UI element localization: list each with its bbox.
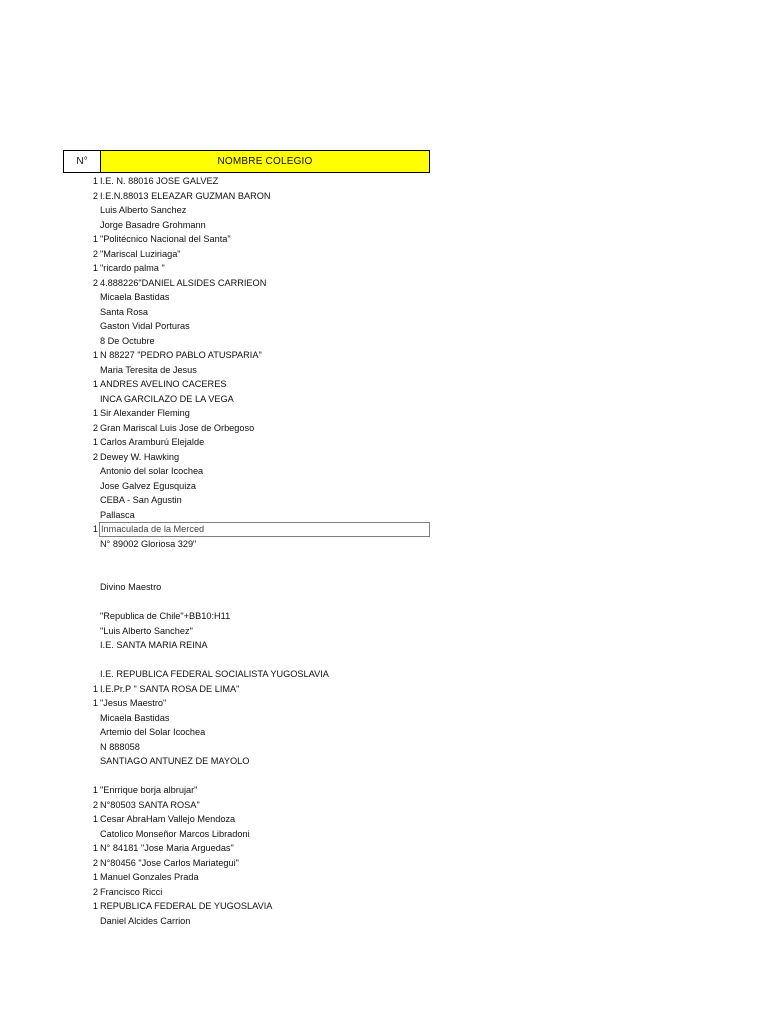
table-row[interactable] [63, 667, 429, 682]
row-number-cell[interactable]: 2 [92, 190, 98, 201]
row-number-cell[interactable]: 1 [92, 263, 98, 273]
school-name-cell[interactable]: Francisco Ricci [100, 886, 163, 897]
school-name-cell[interactable]: INCA GARCILAZO DE LA VEGA [100, 393, 234, 404]
school-name-cell[interactable]: I.E. N. 88016 JOSE GALVEZ [100, 176, 219, 186]
table-row[interactable] [63, 537, 429, 552]
school-name-cell[interactable]: Micaela Bastidas [100, 712, 170, 723]
table-row[interactable] [63, 406, 429, 421]
school-name-cell[interactable]: Dewey W. Hawking [100, 451, 180, 462]
row-number-cell[interactable]: 2 [92, 422, 98, 433]
table-row[interactable] [63, 305, 429, 320]
school-name-cell[interactable]: Jorge Basadre Grohmann [100, 219, 206, 230]
school-name-cell[interactable]: Antonio del solar Icochea [100, 466, 204, 476]
school-name-cell[interactable]: 8 De Octubre [100, 335, 155, 346]
table-row[interactable] [63, 348, 429, 363]
table-row[interactable] [63, 508, 429, 523]
school-name-cell[interactable]: Artemio del Solar Icochea [100, 727, 206, 737]
row-number-cell[interactable]: 2 [92, 799, 98, 810]
school-name-cell[interactable]: I.E.Pr.P " SANTA ROSA DE LIMA" [100, 683, 240, 694]
table-row[interactable] [63, 566, 429, 581]
table-row[interactable] [63, 624, 429, 639]
school-name-cell[interactable]: Maria Teresita de Jesus [100, 364, 197, 375]
table-row[interactable] [63, 290, 429, 305]
row-number-cell[interactable]: 1 [92, 176, 98, 186]
table-row[interactable] [63, 653, 429, 668]
school-name-cell[interactable]: "Politécnico Nacional del Santa" [100, 234, 231, 244]
table-row[interactable] [63, 493, 429, 508]
school-name-cell[interactable]: I.E. SANTA MARIA REINA [100, 640, 208, 650]
table-row[interactable] [63, 711, 429, 726]
table-row[interactable] [63, 812, 429, 827]
table-row[interactable] [63, 218, 429, 233]
table-row[interactable] [63, 769, 429, 784]
row-number-cell[interactable]: 1 [92, 698, 98, 708]
row-number-cell[interactable]: 1 [92, 379, 98, 389]
row-number-cell[interactable]: 1 [92, 350, 98, 360]
table-row[interactable] [63, 464, 429, 479]
school-name-cell[interactable]: CEBA - San Agustin [100, 495, 182, 505]
school-name-cell[interactable]: Cesar AbraHam Vallejo Mendoza [100, 814, 236, 824]
row-number-cell[interactable]: 1 [92, 901, 98, 911]
school-name-cell[interactable]: N°80456 "Jose Carlos Mariategui" [100, 857, 239, 868]
table-row[interactable] [63, 551, 429, 566]
table-row[interactable] [63, 725, 429, 740]
row-number-cell[interactable]: 2 [92, 451, 98, 462]
school-name-cell[interactable]: "ricardo palma " [100, 263, 165, 273]
school-name-cell[interactable]: Luis Alberto Sanchez [100, 205, 187, 215]
row-number-cell[interactable]: 1 [92, 437, 98, 447]
table-row[interactable] [63, 595, 429, 610]
table-row[interactable] [63, 856, 429, 871]
school-name-cell[interactable]: Manuel Gonzales Prada [100, 872, 199, 882]
row-number-cell[interactable]: 1 [92, 408, 98, 418]
table-row[interactable] [63, 798, 429, 813]
row-number-cell[interactable]: 1 [92, 872, 98, 882]
row-number-cell[interactable]: 1 [92, 843, 98, 853]
row-number-cell[interactable]: 1 [92, 683, 98, 694]
table-row[interactable] [63, 841, 429, 856]
school-name-cell[interactable]: ANDRES AVELINO CACERES [100, 379, 227, 389]
school-name-cell[interactable]: Gaston Vidal Porturas [100, 321, 190, 331]
row-number-cell[interactable]: 2 [92, 277, 98, 288]
school-name-cell[interactable]: Catolico Monseñor Marcos Libradoni [100, 828, 250, 839]
table-row[interactable] [63, 682, 429, 697]
table-row[interactable] [63, 609, 429, 624]
row-number-cell[interactable]: 1 [92, 234, 98, 244]
school-name-cell[interactable]: "Republica de Chile"+BB10:H11 [100, 611, 231, 621]
table-row[interactable] [63, 450, 429, 465]
row-number-cell[interactable]: 2 [92, 248, 98, 259]
school-name-cell[interactable]: I.E. REPUBLICA FEDERAL SOCIALISTA YUGOSLAVIA [100, 669, 329, 679]
table-row[interactable] [63, 334, 429, 349]
table-row[interactable] [63, 580, 429, 595]
table-row[interactable] [63, 319, 429, 334]
school-name-cell[interactable]: Gran Mariscal Luis Jose de Orbegoso [100, 422, 255, 433]
row-number-cell[interactable]: 2 [92, 857, 98, 868]
table-row[interactable] [63, 696, 429, 711]
table-row[interactable] [63, 754, 429, 769]
table-row[interactable] [63, 421, 429, 436]
school-name-cell[interactable]: 4.888226"DANIEL ALSIDES CARRIEON [100, 277, 267, 288]
table-row[interactable] [63, 203, 429, 218]
table-row-selected[interactable] [63, 522, 429, 537]
row-number-cell[interactable]: 2 [92, 886, 98, 897]
table-row[interactable] [63, 885, 429, 900]
school-name-cell[interactable]: Carlos Aramburú Elejalde [100, 437, 205, 447]
table-row[interactable] [63, 870, 429, 885]
table-row[interactable] [63, 899, 429, 914]
school-name-cell[interactable]: I.E.N.88013 ELEAZAR GUZMAN BARON [100, 190, 271, 201]
table-row[interactable] [63, 638, 429, 653]
header-number-cell[interactable]: N° [63, 150, 100, 173]
table-row[interactable] [63, 363, 429, 378]
school-name-cell[interactable]: N 888058 [100, 741, 140, 752]
table-row[interactable] [63, 914, 429, 929]
school-name-cell[interactable]: Micaela Bastidas [100, 292, 170, 302]
school-name-cell[interactable]: N°80503 SANTA ROSA" [100, 799, 200, 810]
school-name-cell[interactable]: Santa Rosa [100, 306, 149, 317]
school-name-cell[interactable]: Daniel Alcides Carrion [100, 915, 191, 926]
school-name-cell[interactable]: Sir Alexander Fleming [100, 408, 190, 418]
table-row[interactable] [63, 247, 429, 262]
table-row[interactable] [63, 174, 429, 189]
school-name-cell[interactable]: "Mariscal Luziriaga" [100, 248, 181, 259]
row-number-cell[interactable]: 1 [92, 524, 98, 534]
school-name-cell[interactable]: "Jesus Maestro" [100, 698, 167, 708]
table-row[interactable] [63, 827, 429, 842]
row-number-cell[interactable]: 1 [92, 785, 98, 795]
header-row [63, 150, 430, 173]
school-name-cell[interactable]: Divino Maestro [100, 582, 162, 592]
table-row[interactable] [63, 276, 429, 291]
school-name-cell[interactable]: REPUBLICA FEDERAL DE YUGOSLAVIA [100, 901, 273, 911]
school-name-cell[interactable]: Pallasca [100, 509, 135, 520]
header-name-cell[interactable]: NOMBRE COLEGIO [100, 150, 430, 173]
school-name-cell[interactable]: "Enrrique borja albrujar" [100, 785, 198, 795]
school-name-cell[interactable]: SANTIAGO ANTUNEZ DE MAYOLO [100, 756, 250, 766]
school-name-cell[interactable]: Jose Galvez Egusquiza [100, 480, 197, 491]
school-name-cell[interactable]: N° 89002 Gloriosa 329" [100, 538, 197, 549]
row-number-cell[interactable]: 1 [92, 814, 98, 824]
table-row[interactable] [63, 740, 429, 755]
table-row[interactable] [63, 435, 429, 450]
table-row[interactable] [63, 479, 429, 494]
school-name-cell[interactable]: N° 84181 "Jose Maria Arguedas" [100, 843, 234, 853]
table-row[interactable] [63, 377, 429, 392]
table-row[interactable] [63, 392, 429, 407]
table-row[interactable] [63, 783, 429, 798]
table-row[interactable] [63, 261, 429, 276]
table-row[interactable] [63, 232, 429, 247]
table-row[interactable] [63, 189, 429, 204]
school-name-cell[interactable]: Inmaculada de la Merced [99, 522, 430, 537]
school-name-cell[interactable]: "Luis Alberto Sanchez" [100, 625, 193, 636]
school-list [63, 174, 429, 928]
school-name-cell[interactable]: N 88227 "PEDRO PABLO ATUSPARIA" [100, 350, 262, 360]
